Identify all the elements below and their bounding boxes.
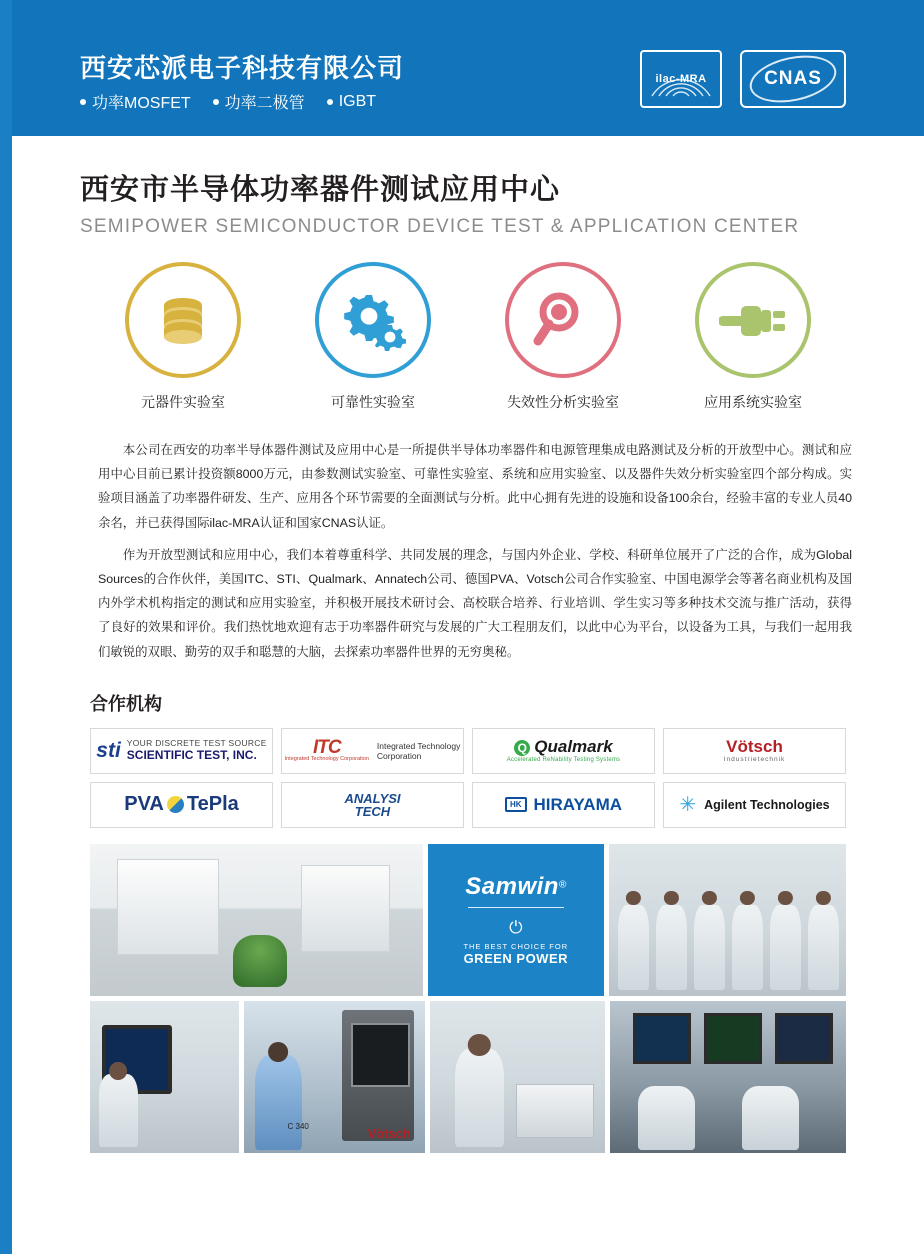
partner-logo-sti [90,728,273,774]
oscilloscope-screen [633,1013,691,1065]
ilac-mra-logo [640,50,722,108]
person-figure [732,905,763,990]
ilac-mra-label: ilac-MRA [655,73,707,85]
lab-label: 应用系统实验室 [704,394,802,410]
person-figure [694,905,725,990]
samwin-registered: ® [558,879,567,891]
samwin-brand-block [428,844,603,996]
lab-icon-row [12,262,924,412]
paragraph-2: 作为开放型测试和应用中心，我们本着尊重科学、共同发展的理念，与国内外企业、学校、科研单位展开了广泛的合作，成为Global Sources的合作伙伴，美国ITC、STI、Qualmark、Annatech公司、德国PVA、Votsch公司合作实验室、中国电源学会等著名商业机构及国内外学术机构指定的测试和应用实验室，并积极开展技术研讨会、高校联合培养、行业培训、学生实习等多种技术交流与推广活动，获得了良好的效果和评价。我们热忱地欢迎有志于功率器件研究与发展的广大工程朋友们，以此中心为平台，以设备为工具，与我们一起用我们敏锐的双眼、勤劳的双手和聪慧的大脑，去探索功率器件世界的无穷奥秘。 [98,547,852,659]
partner-logo-qualmark [472,728,655,774]
plant-decor [233,935,286,987]
database-icon-svg [152,289,214,351]
product-label: IGBT [338,92,377,110]
photo-instrument-rack [430,1001,604,1153]
page-header [12,0,924,136]
person-figure [742,1086,799,1150]
partner-logo-pva-tepla [90,782,273,828]
page-title: 西安市半导体功率器件测试应用中心 [80,174,561,206]
itc-mark: ITC [312,737,341,759]
partner-logo-analysitech [281,782,464,828]
person-figure [808,905,839,990]
itc-sub: Integrated Technology Corporation [284,756,369,763]
product-label: 功率二极管 [224,95,305,112]
product-item [80,90,191,113]
agilent-star-icon: ✳ [679,793,697,816]
photo-samwin-panel [428,844,603,996]
partner-logo-hirayama [472,782,655,828]
product-item [327,90,376,113]
hirayama-badge: HK [505,797,527,812]
photo-analysis-station [610,1001,846,1153]
person-figure [656,905,687,990]
qualmark-sub: Accelerated ReNability Testing Systems [506,756,621,763]
photo-content [610,1001,846,1153]
product-list [80,90,376,113]
bullet-icon [327,99,333,105]
title-zone [12,139,924,238]
lab-reliability [298,262,448,412]
samwin-brand: Samwin [465,873,559,901]
cnas-label: CNAS [764,68,822,89]
photo-content [90,1001,239,1153]
photo-content [244,1001,425,1153]
power-icon: ⏻ [509,918,523,938]
photo-content [430,1001,604,1153]
samwin-tagline-small: THE BEST CHOICE FOR [463,942,569,952]
itc-text1: Integrated Technology [376,740,461,751]
photo-chamber-operator [244,1001,425,1153]
instrument-unit [516,1084,595,1138]
analysis-screen [704,1013,762,1065]
partner-logo-votsch [663,728,846,774]
person-figure [455,1049,504,1146]
person-figure [638,1086,695,1150]
product-label: 功率MOSFET [92,95,191,112]
magnifier-icon [505,262,621,378]
paragraph-1: 本公司在西安的功率半导体器件测试及应用中心是一所提供半导体功率器件和电源管理集成电路测试及分析的开放型中心。测试和应用中心目前已累计投资额8000万元，由参数测试实验室、可靠性实验室、系统和应用实验室、以及器件失效分析实验室四个部分构成。实验项目涵盖了功率器件研发、生产、应用各个环节需要的全面测试与分析。此中心拥有先进的设施和设备100余台，经验丰富的专业人员40余名，并已获得国际ilac-MRA认证和国家CNAS认证。 [98,443,852,530]
lab-label: 可靠性实验室 [331,394,415,410]
partners-heading: 合作机构 [90,693,162,714]
lab-component-test [108,262,258,412]
partner-grid [12,728,924,828]
lab-application-system [678,262,828,412]
votsch-brand-label: Vötsch [367,1125,411,1141]
sti-mark: sti [96,738,121,762]
lab-label: 失效性分析实验室 [507,394,619,410]
samwin-divider [468,907,564,908]
pva-dot-icon [167,796,184,813]
person-figure [770,905,801,990]
qualmark-badge: Q [514,740,530,756]
itc-text2: Corporation [376,750,422,761]
person-figure [255,1055,302,1149]
company-name: 西安芯派电子科技有限公司 [80,53,405,83]
tepla-mark: TePla [186,793,239,816]
photo-row-2 [90,1001,846,1153]
cnas-logo [740,50,846,108]
database-icon [125,262,241,378]
body-text [12,438,924,664]
test-chamber [342,1010,415,1141]
pva-mark: PVA [124,793,164,816]
votsch-mark: Vötsch [726,736,783,756]
photo-content [90,844,423,996]
lab-failure-analysis [488,262,638,412]
photo-cleanroom-corridor [90,844,423,996]
monitor-screen [775,1013,833,1065]
hirayama-mark: HIRAYAMA [533,794,623,814]
partner-logo-agilent [663,782,846,828]
photo-content [609,844,847,996]
samwin-tagline-big: GREEN POWER [463,951,569,967]
votsch-sub: Industrietechnik [723,756,786,764]
bullet-icon [213,99,219,105]
qualmark-mark: Qualmark [534,737,613,757]
plug-icon [695,262,811,378]
partner-logo-itc [281,728,464,774]
photo-engineers-group [609,844,847,996]
photo-gallery [12,844,924,1153]
sti-line2: SCIENTIFIC TEST, INC. [126,747,257,762]
magnifier-icon-svg [532,289,594,351]
person-figure [99,1074,138,1147]
bullet-icon [80,99,86,105]
accreditation-logos [640,50,846,108]
photo-test-bench [90,1001,239,1153]
product-item [213,90,305,113]
photo-row-1 [90,844,846,996]
chamber-model-label: C 340 [287,1122,309,1132]
person-figure [618,905,649,990]
gears-icon [315,262,431,378]
sti-line1: YOUR DISCRETE TEST SOURCE [126,737,267,748]
agilent-mark: Agilent Technologies [704,797,830,812]
page-subtitle: SEMIPOWER SEMICONDUCTOR DEVICE TEST & APPLICATION CENTER [80,216,800,237]
plug-icon-svg [719,292,787,348]
analysitech-line2: TECH [354,803,391,819]
analysitech-line1: ANALYSI [344,790,401,806]
lab-label: 元器件实验室 [141,394,225,410]
gears-icon-svg [340,289,406,351]
